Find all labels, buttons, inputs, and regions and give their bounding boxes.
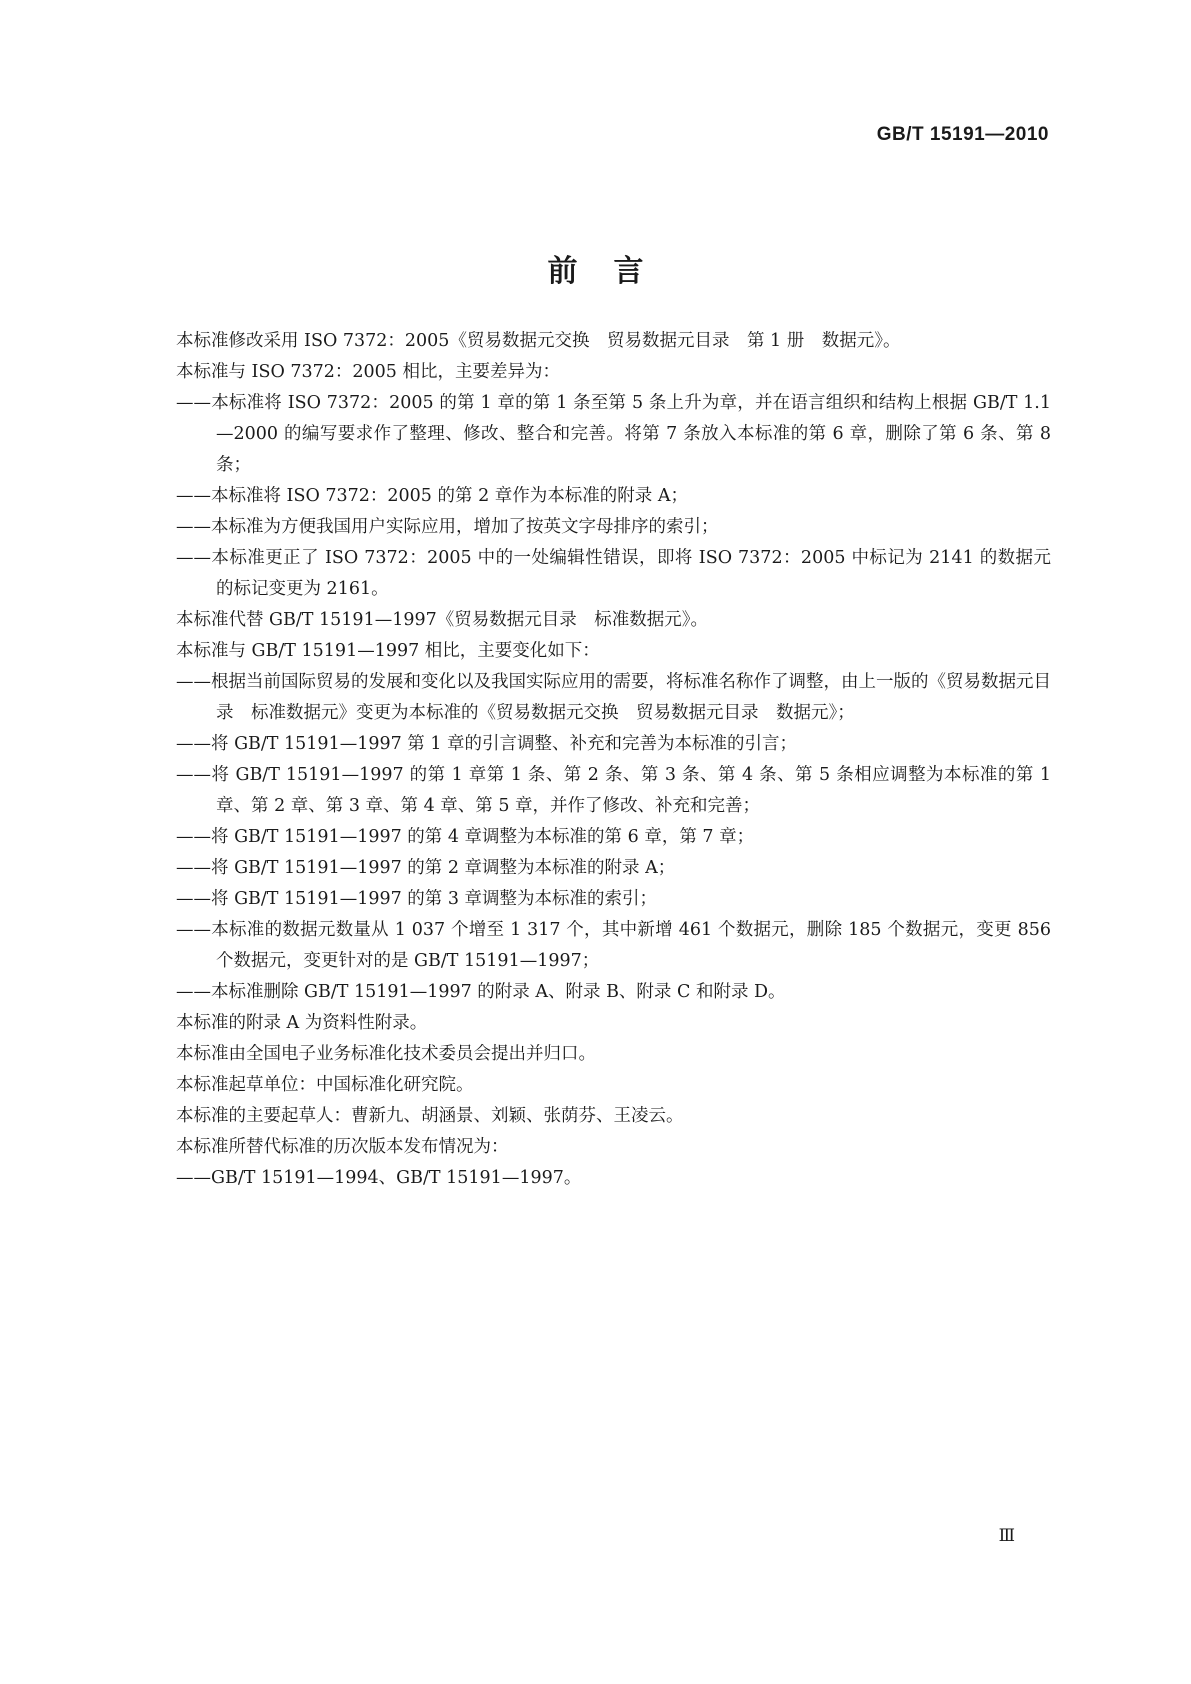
list-item: ——根据当前国际贸易的发展和变化以及我国实际应用的需要，将标准名称作了调整，由上一版的《贸易数据元目录 标准数据元》变更为本标准的《贸易数据元交换 贸易数据元目录 数据元》； xyxy=(176,672,1051,723)
list-item: ——本标准为方便我国用户实际应用，增加了按英文字母排序的索引； xyxy=(176,517,719,537)
list-item: ——将 GB/T 15191—1997 的第 4 章调整为本标准的第 6 章，第 7 章； xyxy=(176,827,755,847)
paragraph: 本标准与 ISO 7372：2005 相比，主要差异为： xyxy=(176,362,561,382)
list-item: ——本标准更正了 ISO 7372：2005 中的一处编辑性错误，即将 ISO 7372：2005 中标记为 2141 的数据元的标记变更为 2161。 xyxy=(176,548,1051,599)
paragraph: 本标准代替 GB/T 15191—1997《贸易数据元目录 标准数据元》。 xyxy=(176,610,708,630)
paragraph: 本标准修改采用 ISO 7372：2005《贸易数据元交换 贸易数据元目录 第 1 册 数据元》。 xyxy=(176,331,901,351)
standard-number: GB/T 15191—2010 xyxy=(876,124,1049,145)
list-item: ——将 GB/T 15191—1997 的第 3 章调整为本标准的索引； xyxy=(176,889,658,909)
paragraph: 本标准由全国电子业务标准化技术委员会提出并归口。 xyxy=(176,1044,596,1064)
page-title: 前言 xyxy=(547,254,680,290)
list-item: ——将 GB/T 15191—1997 第 1 章的引言调整、补充和完善为本标准的引言； xyxy=(176,734,798,754)
paragraph: 本标准与 GB/T 15191—1997 相比，主要变化如下： xyxy=(176,641,600,661)
paragraph: 本标准起草单位：中国标准化研究院。 xyxy=(176,1075,474,1095)
paragraph: 本标准的附录 A 为资料性附录。 xyxy=(176,1013,428,1033)
paragraph: 本标准的主要起草人：曹新九、胡涵景、刘颖、张荫芬、王凌云。 xyxy=(176,1106,684,1126)
list-item: ——将 GB/T 15191—1997 的第 2 章调整为本标准的附录 A； xyxy=(176,858,676,878)
list-item: ——将 GB/T 15191—1997 的第 1 章第 1 条、第 2 条、第 3 条、第 4 条、第 5 条相应调整为本标准的第 1 章、第 2 章、第 3 章、第 4 章、第 5 章，并作了修改、补充和完善； xyxy=(176,765,1051,816)
list-item: ——本标准删除 GB/T 15191—1997 的附录 A、附录 B、附录 C 和附录 D。 xyxy=(176,982,786,1002)
list-item: ——本标准将 ISO 7372：2005 的第 1 章的第 1 条至第 5 条上升为章，并在语言组织和结构上根据 GB/T 1.1—2000 的编写要求作了整理、修改、整合和完善。将第 7 条放入本标准的第 6 章，删除了第 6 条、第 8 条； xyxy=(176,393,1051,475)
list-item: ——本标准的数据元数量从 1 037 个增至 1 317 个，其中新增 461 个数据元，删除 185 个数据元，变更 856 个数据元，变更针对的是 GB/T 15191—1997； xyxy=(176,920,1051,971)
page-number: Ⅲ xyxy=(998,1526,1015,1546)
foreword-body xyxy=(176,326,1051,1194)
paragraph: 本标准所替代标准的历次版本发布情况为： xyxy=(176,1137,509,1157)
list-item: ——本标准将 ISO 7372：2005 的第 2 章作为本标准的附录 A； xyxy=(176,486,688,506)
list-item: ——GB/T 15191—1994、GB/T 15191—1997。 xyxy=(176,1168,582,1188)
